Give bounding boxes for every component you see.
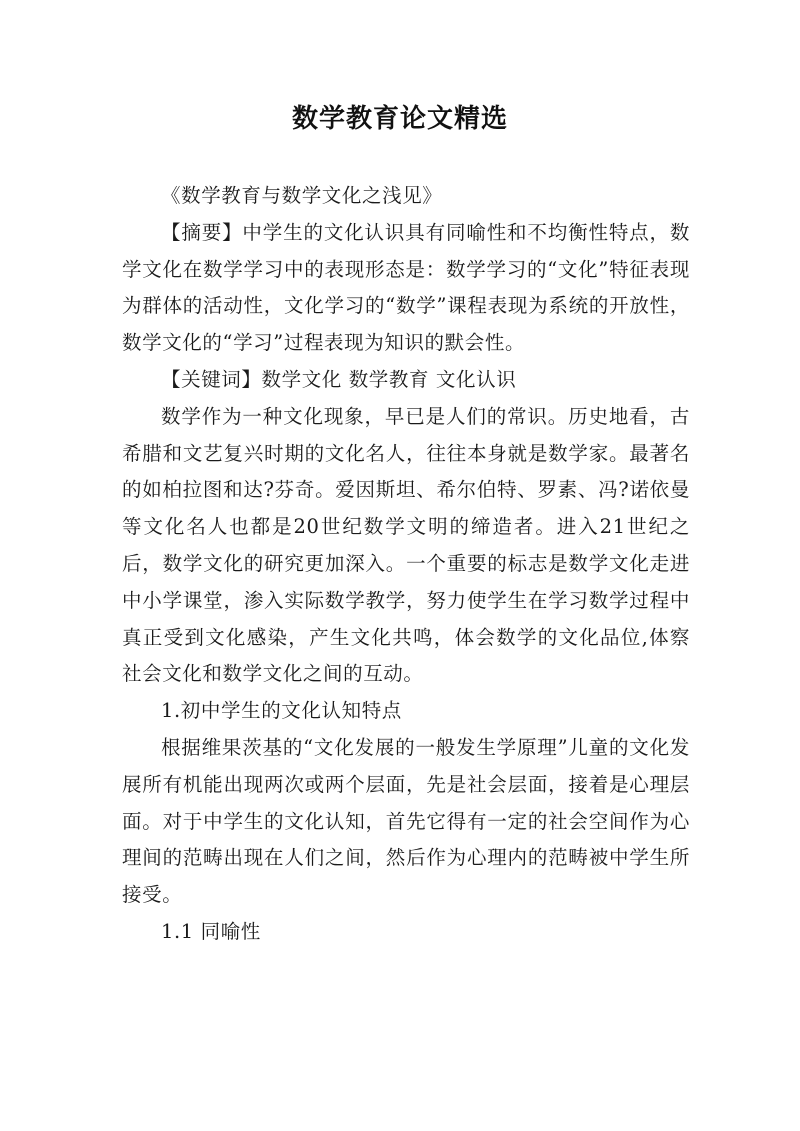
document-body	[122, 178, 690, 951]
subsection-heading: 1.1 同喻性	[161, 919, 261, 943]
document-title: 数学教育论文精选	[291, 104, 508, 134]
section-heading: 1.初中学生的文化认知特点	[161, 699, 402, 723]
keywords-paragraph: 【关键词】数学文化 数学教育 文化认识	[161, 367, 517, 391]
section-paragraph: 根据维果茨基的“文化发展的一般发生学原理”儿童的文化发展所有机能出现两次或两个层面，先是社会层面，接着是心理层面。对于中学生的文化认知，首先它得有一定的社会空间作为心理间的范畴出现在人们之间，然后作为心理内的范畴被中学生所接受。	[122, 735, 690, 907]
abstract-paragraph: 【摘要】中学生的文化认识具有同喻性和不均衡性特点，数学文化在数学学习中的表现形态是：数学学习的“文化”特征表现为群体的活动性，文化学习的“数学”课程表现为系统的开放性，数学文化的“学习”过程表现为知识的默会性。	[122, 220, 690, 355]
intro-paragraph: 数学作为一种文化现象，早已是人们的常识。历史地看，古希腊和文艺复兴时期的文化名人，往往本身就是数学家。最著名的如柏拉图和达?芬奇。爱因斯坦、希尔伯特、罗素、冯?诺依曼等文化名人也都是20世纪数学文明的缔造者。进入21世纪之后，数学文化的研究更加深入。一个重要的标志是数学文化走进中小学课堂，渗入实际数学教学，努力使学生在学习数学过程中真正受到文化感染，产生文化共鸣，体会数学的文化品位,体察社会文化和数学文化之间的互动。	[122, 404, 690, 686]
article-subtitle: 《数学教育与数学文化之浅见》	[161, 184, 443, 207]
